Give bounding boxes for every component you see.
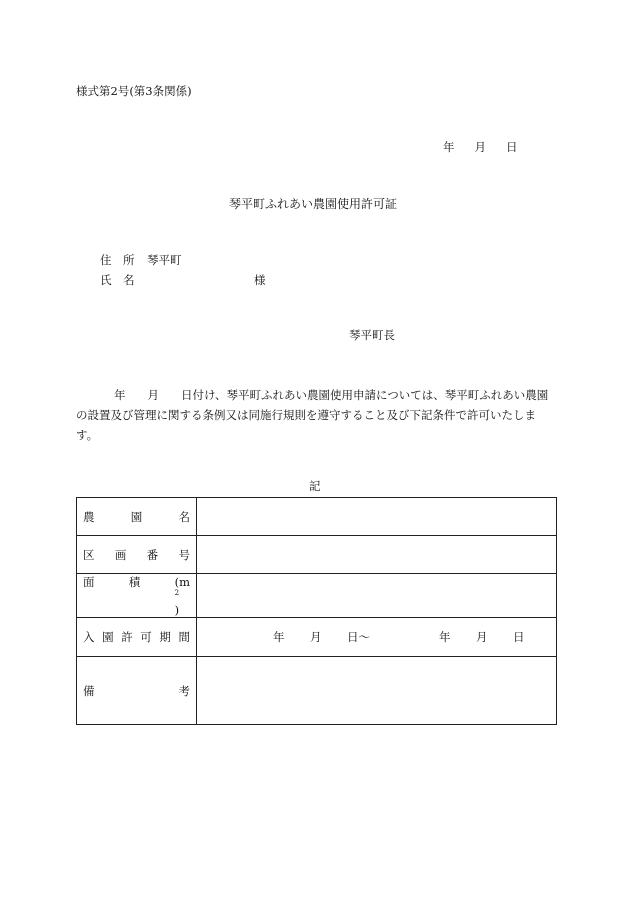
- farm-name-chars: [83, 509, 190, 525]
- body-month: 月: [147, 388, 159, 402]
- address-value: 琴平町: [147, 253, 182, 267]
- table-row-area: [77, 574, 557, 618]
- table-row-remarks: [77, 657, 557, 725]
- label-char: 画: [114, 547, 127, 562]
- period-value: [197, 618, 557, 657]
- area-value: [197, 574, 557, 618]
- label-char: 番: [146, 547, 159, 562]
- document-title: 琴平町ふれあい農園使用許可証: [229, 197, 398, 211]
- label-char: 備: [83, 683, 95, 698]
- area-char-1: 面: [83, 575, 95, 589]
- name-honorific: 様: [254, 273, 266, 287]
- label-char: 名: [178, 509, 190, 524]
- name-label: 氏 名: [100, 273, 135, 287]
- label-char: 間: [178, 630, 190, 644]
- body-text: 日付け、琴平町ふれあい農園使用申請については、琴平町ふれあい農園の設置及び管理に関する条例又は同施行規則を遵守すること及び下記条件で許可いたします。: [76, 388, 549, 442]
- remarks-value: [197, 657, 557, 725]
- label-char: 区: [83, 547, 95, 562]
- detail-table: [76, 497, 557, 725]
- label-char: 考: [178, 683, 190, 698]
- end-month: 月: [476, 630, 488, 644]
- label-char: 農: [83, 509, 95, 524]
- label-char: 園: [130, 509, 143, 524]
- end-day: 日: [513, 630, 525, 644]
- label-char: 許: [121, 630, 133, 644]
- area-unit: (m $^2$ ): [174, 575, 190, 617]
- body-year: 年: [114, 388, 126, 402]
- address-label: 住 所: [100, 253, 135, 267]
- table-row-period: [77, 618, 557, 657]
- start-year: 年: [273, 630, 285, 644]
- table-row-farm-name: [77, 498, 557, 536]
- issuer: 琴平町長: [349, 328, 395, 342]
- area-label-cell: [77, 574, 197, 618]
- remarks-chars: [83, 683, 190, 699]
- area-char-2: 積: [128, 575, 141, 589]
- start-day: 日〜: [347, 630, 370, 644]
- farm-name-label: [77, 498, 197, 536]
- label-char: 号: [178, 547, 190, 562]
- period-dates: [197, 618, 556, 656]
- body-paragraph: [76, 385, 558, 445]
- label-char: 期: [159, 630, 171, 644]
- plot-number-chars: [83, 547, 190, 563]
- label-char: 可: [140, 630, 152, 644]
- plot-number-label: [77, 536, 197, 574]
- date-year: 年: [443, 140, 455, 154]
- plot-number-value: [197, 536, 557, 574]
- ki-heading: 記: [309, 479, 321, 493]
- end-year: 年: [439, 630, 451, 644]
- start-month: 月: [310, 630, 322, 644]
- remarks-label: [77, 657, 197, 725]
- label-char: 入: [83, 630, 95, 644]
- form-number: 様式第2号(第3条関係): [76, 84, 192, 98]
- farm-name-value: [197, 498, 557, 536]
- date-day: 日: [506, 140, 518, 154]
- period-chars: [83, 629, 190, 645]
- area-label: [83, 574, 190, 617]
- date-month: 月: [474, 140, 486, 154]
- label-char: 園: [102, 630, 114, 644]
- period-label: [77, 618, 197, 657]
- table-row-plot-number: [77, 536, 557, 574]
- issue-date: [443, 142, 518, 154]
